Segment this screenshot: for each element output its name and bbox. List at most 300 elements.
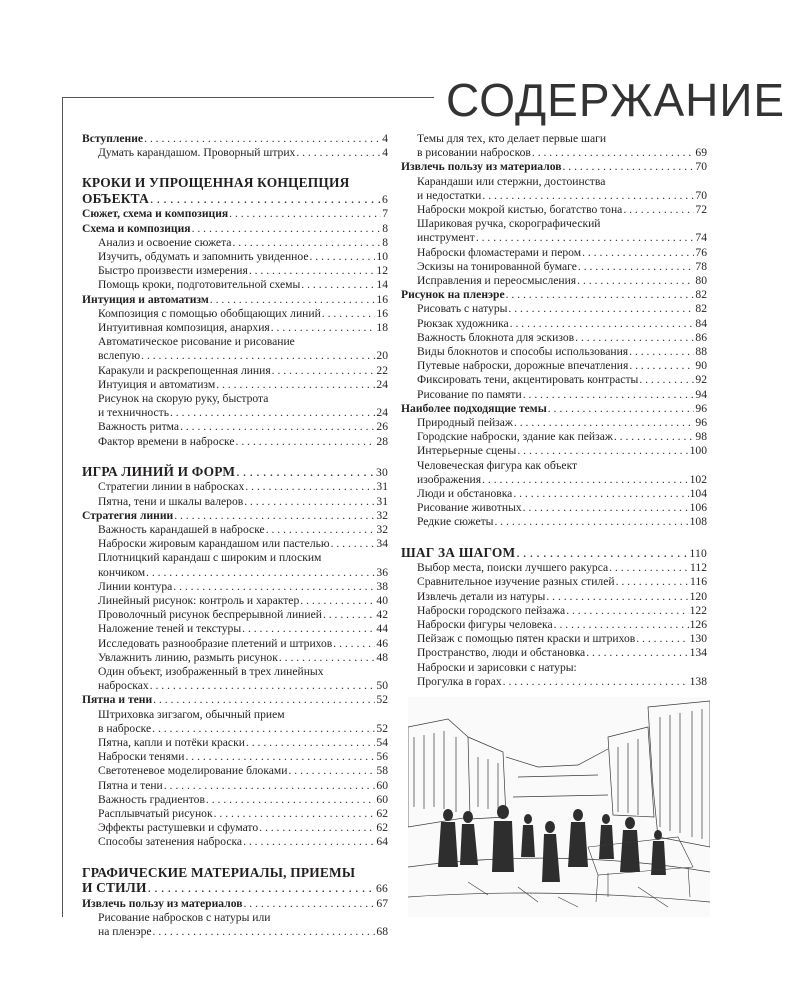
toc-entry-page-number: 120 bbox=[689, 589, 707, 603]
dot-leader bbox=[296, 146, 381, 160]
toc-entry-title: И СТИЛИ bbox=[82, 880, 147, 896]
dot-leader bbox=[623, 203, 694, 217]
dot-leader bbox=[272, 364, 376, 378]
toc-entry-title-line: Автоматическое рисование и рисование bbox=[98, 335, 295, 349]
toc-entry-title: Наиболее подходящие темы bbox=[401, 401, 547, 415]
toc-entry bbox=[82, 793, 388, 807]
toc-entry-title: Пейзаж с помощью пятен краски и штрихов bbox=[417, 632, 636, 646]
toc-entry bbox=[401, 317, 707, 331]
toc-entry-page-number: 31 bbox=[376, 480, 388, 494]
toc-entry-title: Способы затенения наброска bbox=[98, 835, 243, 849]
toc-entry-page-number: 46 bbox=[376, 636, 388, 650]
toc-entry bbox=[401, 132, 707, 160]
toc-entry-title: Извлечь детали из натуры bbox=[417, 589, 546, 603]
toc-left-column bbox=[82, 132, 388, 939]
toc-entry-page-number: 66 bbox=[376, 882, 388, 896]
toc-entry-title: Наброски городского пейзажа bbox=[417, 603, 566, 617]
dot-leader bbox=[523, 388, 695, 402]
toc-entry bbox=[82, 264, 388, 278]
toc-entry-title: и техничность bbox=[98, 406, 169, 420]
toc-entry-page-number: 100 bbox=[689, 444, 707, 458]
toc-entry bbox=[401, 444, 707, 458]
toc-entry bbox=[82, 378, 388, 392]
toc-entry-page-number: 18 bbox=[376, 321, 388, 335]
dot-leader bbox=[232, 236, 381, 250]
toc-entry-title: Пятна, капли и потёки краски bbox=[98, 736, 245, 750]
toc-entry-title: вслепую bbox=[98, 349, 141, 363]
toc-entry bbox=[401, 402, 707, 416]
dot-leader bbox=[513, 487, 688, 501]
toc-entry bbox=[82, 335, 388, 363]
toc-entry-title-line: Рисунок на скорую руку, быстрота bbox=[98, 392, 269, 406]
toc-entry bbox=[401, 175, 707, 203]
toc-entry bbox=[82, 464, 388, 481]
toc-entry-title: Наброски фломастерами и пером bbox=[417, 245, 582, 259]
dot-leader bbox=[266, 523, 376, 537]
toc-entry-page-number: 12 bbox=[376, 264, 388, 278]
toc-entry-page-number: 78 bbox=[695, 259, 707, 273]
dot-leader bbox=[629, 345, 694, 359]
dot-leader bbox=[210, 293, 376, 307]
dot-leader bbox=[523, 501, 689, 515]
dot-leader bbox=[503, 675, 689, 689]
dot-leader bbox=[616, 575, 689, 589]
toc-entry-page-number: 26 bbox=[376, 420, 388, 434]
toc-entry-title: Наброски фигуры человека bbox=[417, 618, 553, 631]
dot-leader bbox=[152, 722, 375, 736]
toc-entry-page-number: 122 bbox=[689, 603, 707, 617]
toc-entry-page-number: 8 bbox=[382, 235, 388, 249]
toc-entry-title: Помощь кроки, подготовительной схемы bbox=[98, 278, 301, 292]
toc-entry-title: Стратегия линии bbox=[82, 508, 174, 522]
toc-entry-title: Анализ и освоение сюжета bbox=[98, 235, 232, 249]
toc-entry bbox=[82, 897, 388, 911]
toc-entry-page-number: 126 bbox=[689, 618, 707, 631]
toc-entry-page-number: 62 bbox=[376, 807, 388, 821]
dot-leader bbox=[517, 444, 688, 458]
toc-entry-page-number: 4 bbox=[382, 146, 388, 160]
toc-entry bbox=[401, 604, 707, 618]
dot-leader bbox=[482, 473, 689, 487]
toc-entry-title: изображения bbox=[417, 472, 482, 486]
toc-entry-page-number: 67 bbox=[376, 896, 388, 910]
toc-entry-title: Рисование животных bbox=[417, 501, 522, 515]
toc-entry-page-number: 98 bbox=[695, 430, 707, 444]
toc-entry-title: Важность карандашей в наброске bbox=[98, 522, 265, 536]
toc-entry bbox=[401, 575, 707, 589]
dot-leader bbox=[150, 679, 376, 693]
toc-entry-title: Рисовать с натуры bbox=[417, 302, 508, 316]
toc-entry bbox=[401, 416, 707, 430]
toc-entry bbox=[82, 651, 388, 665]
toc-entry bbox=[401, 217, 707, 245]
toc-entry bbox=[82, 750, 388, 764]
toc-entry-title: Пятна и тени bbox=[98, 778, 163, 792]
toc-entry-title-line: Один объект, изображенный в трех линейных bbox=[98, 665, 324, 678]
toc-entry-title: Сравнительное изучение разных стилей bbox=[417, 575, 615, 589]
toc-entry-page-number: 70 bbox=[695, 160, 707, 174]
toc-entry-page-number: 52 bbox=[376, 721, 388, 735]
top-rule bbox=[62, 97, 434, 98]
toc-entry bbox=[401, 561, 707, 575]
dot-leader bbox=[229, 207, 381, 221]
toc-entry bbox=[82, 807, 388, 821]
toc-entry-page-number: 58 bbox=[376, 764, 388, 778]
toc-entry-page-number: 86 bbox=[695, 330, 707, 344]
toc-entry-page-number: 32 bbox=[376, 522, 388, 536]
toc-entry-title: инструмент bbox=[417, 231, 475, 245]
dot-leader bbox=[506, 288, 695, 302]
toc-entry-page-number: 32 bbox=[376, 508, 388, 522]
toc-entry bbox=[82, 175, 388, 207]
dot-leader bbox=[242, 622, 375, 636]
toc-entry-title: Сюжет, схема и композиция bbox=[82, 207, 229, 221]
toc-entry-page-number: 10 bbox=[376, 250, 388, 264]
toc-entry-page-number: 108 bbox=[689, 515, 707, 529]
toc-entry bbox=[82, 207, 388, 221]
toc-entry-page-number: 54 bbox=[376, 736, 388, 750]
toc-entry bbox=[82, 911, 388, 939]
dot-leader bbox=[164, 779, 376, 793]
toc-entry-title: в наброске bbox=[98, 721, 152, 735]
toc-entry bbox=[82, 736, 388, 750]
dot-leader bbox=[243, 897, 375, 911]
left-rule bbox=[62, 97, 63, 917]
toc-entry-title: Рисунок на пленэре bbox=[401, 288, 505, 302]
toc-entry bbox=[401, 260, 707, 274]
dot-leader bbox=[206, 793, 375, 807]
dot-leader bbox=[333, 637, 375, 651]
toc-entry-page-number: 82 bbox=[695, 302, 707, 316]
toc-entry-title: Рюкзак художника bbox=[417, 316, 509, 330]
toc-entry-title: Стратегии линии в набросках bbox=[98, 480, 245, 494]
dot-leader bbox=[279, 651, 376, 665]
toc-entry bbox=[401, 331, 707, 345]
dot-leader bbox=[174, 509, 375, 523]
toc-entry-title: Наложение теней и текстуры bbox=[98, 622, 242, 636]
dot-leader bbox=[562, 160, 694, 174]
toc-entry bbox=[82, 608, 388, 622]
toc-entry bbox=[82, 580, 388, 594]
toc-entry-page-number: 42 bbox=[376, 608, 388, 622]
toc-entry-page-number: 70 bbox=[695, 188, 707, 202]
toc-entry-title: Важность блокнота для эскизов bbox=[417, 330, 575, 344]
dot-leader bbox=[236, 435, 376, 449]
toc-entry-page-number: 44 bbox=[376, 622, 388, 636]
toc-entry-page-number: 76 bbox=[695, 245, 707, 259]
dot-leader bbox=[148, 880, 375, 896]
toc-entry bbox=[401, 430, 707, 444]
toc-entry-page-number: 24 bbox=[376, 406, 388, 420]
dot-leader bbox=[216, 378, 375, 392]
toc-entry bbox=[401, 618, 707, 632]
toc-entry-page-number: 6 bbox=[382, 192, 388, 206]
dot-leader bbox=[146, 566, 375, 580]
dot-leader bbox=[236, 464, 375, 480]
toc-entry-page-number: 7 bbox=[382, 207, 388, 221]
toc-entry-page-number: 104 bbox=[689, 487, 707, 501]
toc-entry-page-number: 16 bbox=[376, 306, 388, 320]
toc-entry-page-number: 8 bbox=[382, 221, 388, 235]
toc-entry-title: Эффекты растушевки и сфумато bbox=[98, 821, 259, 835]
toc-entry-page-number: 84 bbox=[695, 316, 707, 330]
toc-entry bbox=[401, 661, 707, 689]
toc-entry bbox=[82, 622, 388, 636]
toc-entry-page-number: 82 bbox=[695, 288, 707, 302]
toc-entry-page-number: 72 bbox=[695, 203, 707, 217]
dot-leader bbox=[514, 416, 694, 430]
dot-leader bbox=[532, 146, 695, 160]
dot-leader bbox=[639, 373, 694, 387]
toc-entry-title: Фактор времени в наброске bbox=[98, 434, 235, 448]
dot-leader bbox=[259, 821, 375, 835]
toc-entry-page-number: 60 bbox=[376, 792, 388, 806]
toc-entry bbox=[401, 203, 707, 217]
toc-entry-page-number: 52 bbox=[376, 693, 388, 707]
toc-entry bbox=[82, 537, 388, 551]
toc-entry-title: Композиция с помощью обобщающих линий bbox=[98, 306, 321, 320]
toc-entry-title-line: Плотницкий карандаш с широким и плоским bbox=[98, 551, 322, 565]
toc-entry bbox=[82, 865, 388, 897]
toc-entry-title: Важность ритма bbox=[98, 420, 180, 434]
toc-entry-page-number: 24 bbox=[376, 377, 388, 391]
toc-entry-page-number: 106 bbox=[689, 501, 707, 515]
toc-entry-page-number: 34 bbox=[376, 537, 388, 551]
toc-entry-title: Линии контура bbox=[98, 579, 173, 593]
dot-leader bbox=[546, 590, 688, 604]
toc-entry bbox=[401, 515, 707, 529]
toc-entry-page-number: 69 bbox=[695, 146, 707, 160]
toc-entry-title: и недостатки bbox=[417, 188, 482, 202]
toc-entry bbox=[401, 487, 707, 501]
toc-entry-page-number: 48 bbox=[376, 650, 388, 664]
toc-entry bbox=[82, 236, 388, 250]
dot-leader bbox=[614, 430, 695, 444]
toc-entry bbox=[82, 693, 388, 707]
dot-leader bbox=[214, 807, 376, 821]
toc-entry-title: ШАГ ЗА ШАГОМ bbox=[401, 544, 516, 560]
toc-entry-title-line: Карандаши или стержни, достоинства bbox=[417, 174, 606, 188]
toc-entry-title: Расплывчатый рисунок bbox=[98, 807, 213, 821]
toc-entry-page-number: 20 bbox=[376, 349, 388, 363]
toc-entry-title: Схема и композиция bbox=[82, 221, 191, 235]
toc-entry-title: Интуиция и автоматизм bbox=[82, 292, 209, 306]
toc-entry-page-number: 62 bbox=[376, 821, 388, 835]
toc-entry bbox=[82, 392, 388, 420]
toc-entry bbox=[82, 364, 388, 378]
toc-entry-page-number: 102 bbox=[689, 472, 707, 486]
toc-entry-title: Наброски мокрой кистью, богатство тона bbox=[417, 203, 623, 217]
toc-entry-title: Быстро произвести измерения bbox=[98, 264, 248, 278]
toc-entry bbox=[82, 523, 388, 537]
toc-entry bbox=[82, 835, 388, 849]
toc-entry-title: Изучить, обдумать и запомнить увиденное bbox=[98, 250, 309, 264]
toc-entry-title: Исследовать разнообразие плетений и штрихов bbox=[98, 636, 333, 650]
toc-entry-title: в рисовании набросков bbox=[417, 146, 531, 160]
toc-entry-title-line: Шариковая ручка, скорографический bbox=[417, 217, 601, 231]
dot-leader bbox=[301, 278, 375, 292]
toc-entry-title: Пятна и тени bbox=[82, 693, 153, 707]
dot-leader bbox=[609, 561, 689, 575]
toc-entry-title: Интерьерные сцены bbox=[417, 444, 517, 458]
toc-entry bbox=[82, 132, 388, 146]
toc-entry-page-number: 28 bbox=[376, 434, 388, 448]
street-scene-sketch-illustration bbox=[408, 697, 710, 917]
toc-entry-title: Линейный рисунок: контроль и характер bbox=[98, 593, 300, 607]
dot-leader bbox=[288, 764, 375, 778]
dot-leader bbox=[629, 359, 694, 373]
toc-entry-page-number: 110 bbox=[689, 546, 707, 560]
dot-leader bbox=[516, 545, 688, 561]
dot-leader bbox=[578, 260, 695, 274]
toc-entry bbox=[82, 307, 388, 321]
toc-entry-page-number: 116 bbox=[690, 575, 707, 589]
toc-right-column bbox=[401, 132, 707, 689]
dot-leader bbox=[331, 537, 376, 551]
toc-entry bbox=[82, 764, 388, 778]
toc-entry bbox=[401, 646, 707, 660]
toc-entry-page-number: 60 bbox=[376, 778, 388, 792]
toc-entry-title: Извлечь пользу из материалов bbox=[401, 160, 562, 174]
toc-entry-page-number: 64 bbox=[376, 835, 388, 849]
toc-entry bbox=[82, 222, 388, 236]
toc-entry bbox=[82, 594, 388, 608]
dot-leader bbox=[144, 132, 381, 146]
toc-entry-title: Важность градиентов bbox=[98, 792, 205, 806]
toc-entry bbox=[401, 388, 707, 402]
toc-entry bbox=[82, 250, 388, 264]
toc-entry-title: Наброски тенями bbox=[98, 750, 185, 764]
dot-leader bbox=[192, 222, 382, 236]
toc-entry bbox=[401, 246, 707, 260]
dot-leader bbox=[243, 835, 375, 849]
toc-entry bbox=[82, 551, 388, 579]
toc-entry bbox=[82, 146, 388, 160]
dot-leader bbox=[476, 231, 695, 245]
toc-entry bbox=[82, 495, 388, 509]
toc-entry-page-number: 80 bbox=[695, 274, 707, 288]
dot-leader bbox=[566, 604, 688, 618]
dot-leader bbox=[510, 317, 695, 331]
dot-leader bbox=[300, 594, 375, 608]
toc-entry-page-number: 36 bbox=[376, 565, 388, 579]
toc-entry-title: Фиксировать тени, акцентировать контрасты bbox=[417, 373, 639, 387]
toc-entry-title: Вступление bbox=[82, 132, 144, 145]
toc-entry bbox=[82, 637, 388, 651]
toc-entry-page-number: 112 bbox=[690, 561, 707, 575]
dot-leader bbox=[245, 480, 375, 494]
dot-leader bbox=[170, 406, 375, 420]
toc-entry bbox=[401, 345, 707, 359]
toc-entry-page-number: 16 bbox=[376, 292, 388, 306]
toc-entry bbox=[82, 420, 388, 434]
toc-entry bbox=[82, 480, 388, 494]
toc-entry-title: Каракули и раскрепощенная линия bbox=[98, 363, 271, 377]
dot-leader bbox=[153, 693, 375, 707]
toc-entry-title-line: Наброски и зарисовки с натуры: bbox=[417, 660, 577, 674]
dot-leader bbox=[141, 349, 375, 363]
toc-entry bbox=[82, 821, 388, 835]
dot-leader bbox=[185, 750, 375, 764]
toc-entry-page-number: 138 bbox=[689, 674, 707, 688]
toc-entry-title: набросках bbox=[98, 679, 149, 693]
toc-entry bbox=[82, 708, 388, 736]
dot-leader bbox=[153, 925, 376, 939]
toc-entry-page-number: 56 bbox=[376, 750, 388, 764]
dot-leader bbox=[309, 250, 375, 264]
toc-entry bbox=[401, 288, 707, 302]
toc-entry-title: Светотеневое моделирование блоками bbox=[98, 764, 288, 778]
toc-entry-page-number: 31 bbox=[376, 494, 388, 508]
dot-leader bbox=[180, 420, 375, 434]
toc-entry-title: Думать карандашом. Проворный штрих bbox=[98, 146, 296, 160]
toc-entry-title: Выбор места, поиски лучшего ракурса bbox=[417, 561, 609, 575]
toc-entry-title-line: Темы для тех, кто делает первые шаги bbox=[417, 132, 607, 145]
dot-leader bbox=[249, 264, 376, 278]
toc-entry-title: Интуиция и автоматизм bbox=[98, 377, 216, 391]
dot-leader bbox=[173, 580, 375, 594]
toc-entry-title: Пространство, люди и обстановка bbox=[417, 646, 586, 660]
toc-entry-title-line: Человеческая фигура как объект bbox=[417, 458, 578, 472]
toc-entry-page-number: 22 bbox=[376, 363, 388, 377]
dot-leader bbox=[246, 736, 375, 750]
toc-entry-page-number: 38 bbox=[376, 579, 388, 593]
toc-entry-title: Редкие сюжеты bbox=[417, 515, 494, 529]
toc-entry-page-number: 30 bbox=[376, 465, 388, 479]
toc-entry bbox=[82, 278, 388, 292]
toc-entry-title: Пятна, тени и шкалы валеров bbox=[98, 494, 244, 508]
toc-entry-title-line: Рисование набросков с натуры или bbox=[98, 910, 271, 924]
toc-entry-title-line: Штриховка зигзагом, обычный прием bbox=[98, 707, 285, 721]
toc-entry-title: кончиком bbox=[98, 565, 146, 579]
toc-entry bbox=[401, 302, 707, 316]
toc-entry-page-number: 50 bbox=[376, 679, 388, 693]
toc-entry-page-number: 14 bbox=[376, 278, 388, 292]
toc-entry bbox=[82, 665, 388, 693]
toc-entry bbox=[401, 274, 707, 288]
toc-entry-title: на пленэре bbox=[98, 925, 152, 939]
toc-entry-title: Эскизы на тонированной бумаге bbox=[417, 259, 577, 273]
toc-entry bbox=[82, 321, 388, 335]
toc-entry-page-number: 68 bbox=[376, 925, 388, 939]
toc-entry-title: Виды блокнотов и способы использования bbox=[417, 345, 629, 359]
toc-entry-title: Путевые наброски, дорожные впечатления bbox=[417, 359, 629, 373]
dot-leader bbox=[554, 618, 689, 632]
toc-entry-title: Городские наброски, здание как пейзаж bbox=[417, 430, 613, 444]
toc-entry-page-number: 96 bbox=[695, 416, 707, 430]
toc-entry-title: Исправления и переосмысления bbox=[417, 274, 577, 288]
toc-entry-page-number: 88 bbox=[695, 345, 707, 359]
toc-entry-page-number: 90 bbox=[695, 359, 707, 373]
dot-leader bbox=[323, 608, 375, 622]
toc-entry bbox=[401, 632, 707, 646]
toc-entry-title: Интуитивная композиция, анархия bbox=[98, 321, 270, 335]
dot-leader bbox=[636, 632, 688, 646]
toc-entry bbox=[82, 509, 388, 523]
toc-entry bbox=[401, 373, 707, 387]
dot-leader bbox=[575, 331, 694, 345]
toc-entry bbox=[401, 359, 707, 373]
toc-entry bbox=[401, 590, 707, 604]
dot-leader bbox=[494, 515, 688, 529]
toc-entry-page-number: 130 bbox=[689, 632, 707, 646]
toc-entry-title-line: ГРАФИЧЕСКИЕ МАТЕРИАЛЫ, ПРИЕМЫ bbox=[82, 864, 356, 880]
toc-entry bbox=[401, 160, 707, 174]
toc-entry-title: Проволочный рисунок беспрерывной линией bbox=[98, 608, 322, 622]
toc-entry bbox=[82, 435, 388, 449]
dot-leader bbox=[271, 321, 376, 335]
toc-entry-title: Увлажнить линию, размыть рисунок bbox=[98, 650, 278, 664]
